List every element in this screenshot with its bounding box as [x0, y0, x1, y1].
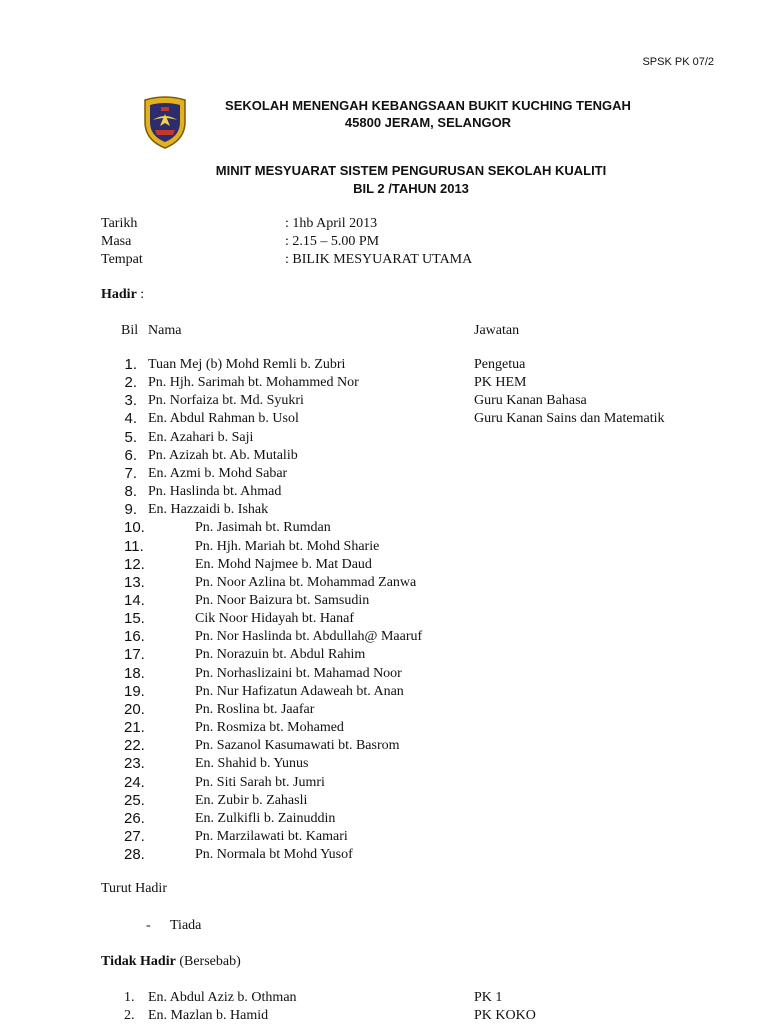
attendee-number: 10. [124, 519, 145, 537]
attendee-name: Pn. Nur Hafizatun Adaweah bt. Anan [195, 683, 404, 699]
absent-row-number: 2. [124, 1008, 135, 1023]
attendee-name: En. Abdul Rahman b. Usol [148, 411, 299, 427]
attendee-number: 11. [124, 537, 144, 555]
attendee-name: Pn. Haslinda bt. Ahmad [148, 484, 282, 499]
attendee-role: Guru Kanan Bahasa [474, 393, 587, 409]
attendee-name: Pn. Noor Azlina bt. Mohammad Zanwa [195, 574, 417, 590]
absent-row-role: PK 1 [474, 990, 503, 1005]
attendee-number: 17. [124, 646, 145, 664]
attendance-heading-label: Hadir [101, 287, 137, 302]
attendance-heading-colon: : [136, 287, 145, 302]
attendee-name: Pn. Hjh. Sarimah bt. Mohammed Nor [148, 375, 359, 391]
column-header-jawatan: Jawatan [474, 323, 520, 338]
column-header-bil: Bil [121, 323, 139, 338]
attendee-number: 27. [124, 827, 145, 845]
attendee-name: En. Zubir b. Zahasli [195, 792, 308, 808]
attendee-name: En. Hazzaidi b. Ishak [148, 502, 269, 518]
attendee-name: Pn. Rosmiza bt. Mohamed [195, 720, 344, 735]
attendee-number: 22. [124, 737, 145, 755]
attendee-number: 8. [124, 483, 137, 500]
attendee-number: 25. [124, 791, 145, 809]
attendee-name: En. Zulkifli b. Zainuddin [195, 810, 336, 826]
attendee-number: 1. [124, 356, 137, 373]
meeting-date-label: Tarikh [101, 216, 138, 231]
school-name: SEKOLAH MENENGAH KEBANGSAAN BUKIT KUCHING TENGAH [225, 98, 631, 113]
attendee-number: 20. [124, 700, 145, 718]
school-address: 45800 JERAM, SELANGOR [344, 115, 512, 130]
meeting-time-label: Masa [101, 234, 132, 249]
attendee-number: 21. [124, 719, 145, 736]
attendee-role: Guru Kanan Sains dan Matematik [474, 411, 665, 427]
attendee-number: 15. [124, 610, 145, 628]
absent-row-number: 1. [124, 990, 135, 1005]
attendee-number: 23. [124, 755, 145, 773]
attendee-number: 5. [124, 428, 137, 446]
attendee-number: 18. [124, 664, 145, 682]
meeting-venue-label: Tempat [101, 252, 143, 267]
attendee-name: Pn. Sazanol Kasumawati bt. Basrom [195, 738, 400, 754]
absent-heading [101, 954, 241, 970]
attendee-number: 13. [124, 573, 145, 591]
attendee-name: Pn. Azizah bt. Ab. Mutalib [148, 447, 298, 463]
attendee-name: En. Mohd Najmee b. Mat Daud [195, 556, 372, 572]
attendee-name: Pn. Nor Haslinda bt. Abdullah@ Maaruf [195, 629, 423, 645]
attendee-number: 4. [124, 410, 137, 428]
attendance-heading [101, 287, 144, 303]
attendee-name: Pn. Norazuin bt. Abdul Rahim [195, 647, 366, 663]
attendee-name: Cik Noor Hidayah bt. Hanaf [195, 611, 355, 627]
meeting-date-value: : 1hb April 2013 [285, 216, 378, 231]
attendee-name: Pn. Norfaiza bt. Md. Syukri [148, 393, 304, 409]
attendee-name: Pn. Siti Sarah bt. Jumri [195, 774, 325, 790]
attendee-role: PK HEM [474, 375, 527, 391]
meeting-time-value: : 2.15 – 5.00 PM [285, 234, 380, 249]
attendee-number: 16. [124, 628, 145, 646]
attendee-name: Tuan Mej (b) Mohd Remli b. Zubri [148, 357, 346, 372]
attendee-name: Pn. Noor Baizura bt. Samsudin [195, 593, 370, 608]
minutes-number: BIL 2 /TAHUN 2013 [353, 181, 469, 196]
also-present-bullet: - [146, 918, 151, 933]
column-header-nama: Nama [148, 323, 182, 338]
minutes-title: MINIT MESYUARAT SISTEM PENGURUSAN SEKOLAH KUALITI [215, 163, 607, 178]
absent-row-name: En. Abdul Aziz b. Othman [148, 990, 297, 1005]
attendee-name: Pn. Normala bt Mohd Yusof [195, 847, 353, 862]
absent-heading-label: Tidak Hadir [101, 954, 176, 969]
absent-row-name: En. Mazlan b. Hamid [148, 1008, 269, 1023]
also-present-item: Tiada [170, 918, 202, 933]
attendee-name: En. Shahid b. Yunus [195, 756, 309, 772]
attendee-number: 9. [124, 501, 137, 519]
attendee-number: 19. [124, 682, 145, 700]
meeting-venue-value: : BILIK MESYUARAT UTAMA [285, 252, 473, 267]
attendee-number: 14. [124, 592, 145, 609]
absent-row-role: PK KOKO [474, 1008, 536, 1023]
attendee-number: 24. [124, 773, 145, 791]
attendee-number: 28. [124, 846, 145, 863]
attendee-name: Pn. Norhaslizaini bt. Mahamad Noor [195, 665, 402, 681]
attendee-number: 12. [124, 555, 145, 573]
also-present-heading: Turut Hadir [101, 881, 167, 896]
attendee-name: Pn. Marzilawati bt. Kamari [195, 828, 348, 844]
attendee-name: Pn. Jasimah bt. Rumdan [195, 520, 331, 536]
attendee-name: En. Azahari b. Saji [148, 429, 254, 445]
school-crest-icon [141, 96, 189, 150]
document-code: SPSK PK 07/2 [642, 56, 714, 68]
attendee-number: 7. [124, 464, 137, 482]
attendee-number: 6. [124, 446, 137, 464]
attendee-role: Pengetua [474, 357, 526, 372]
attendee-number: 2. [124, 374, 137, 392]
attendee-name: Pn. Hjh. Mariah bt. Mohd Sharie [195, 538, 380, 554]
attendee-name: Pn. Roslina bt. Jaafar [195, 701, 315, 717]
attendee-number: 3. [124, 392, 137, 410]
attendee-name: En. Azmi b. Mohd Sabar [148, 465, 288, 481]
attendee-number: 26. [124, 809, 145, 827]
absent-heading-note: (Bersebab) [175, 954, 241, 969]
